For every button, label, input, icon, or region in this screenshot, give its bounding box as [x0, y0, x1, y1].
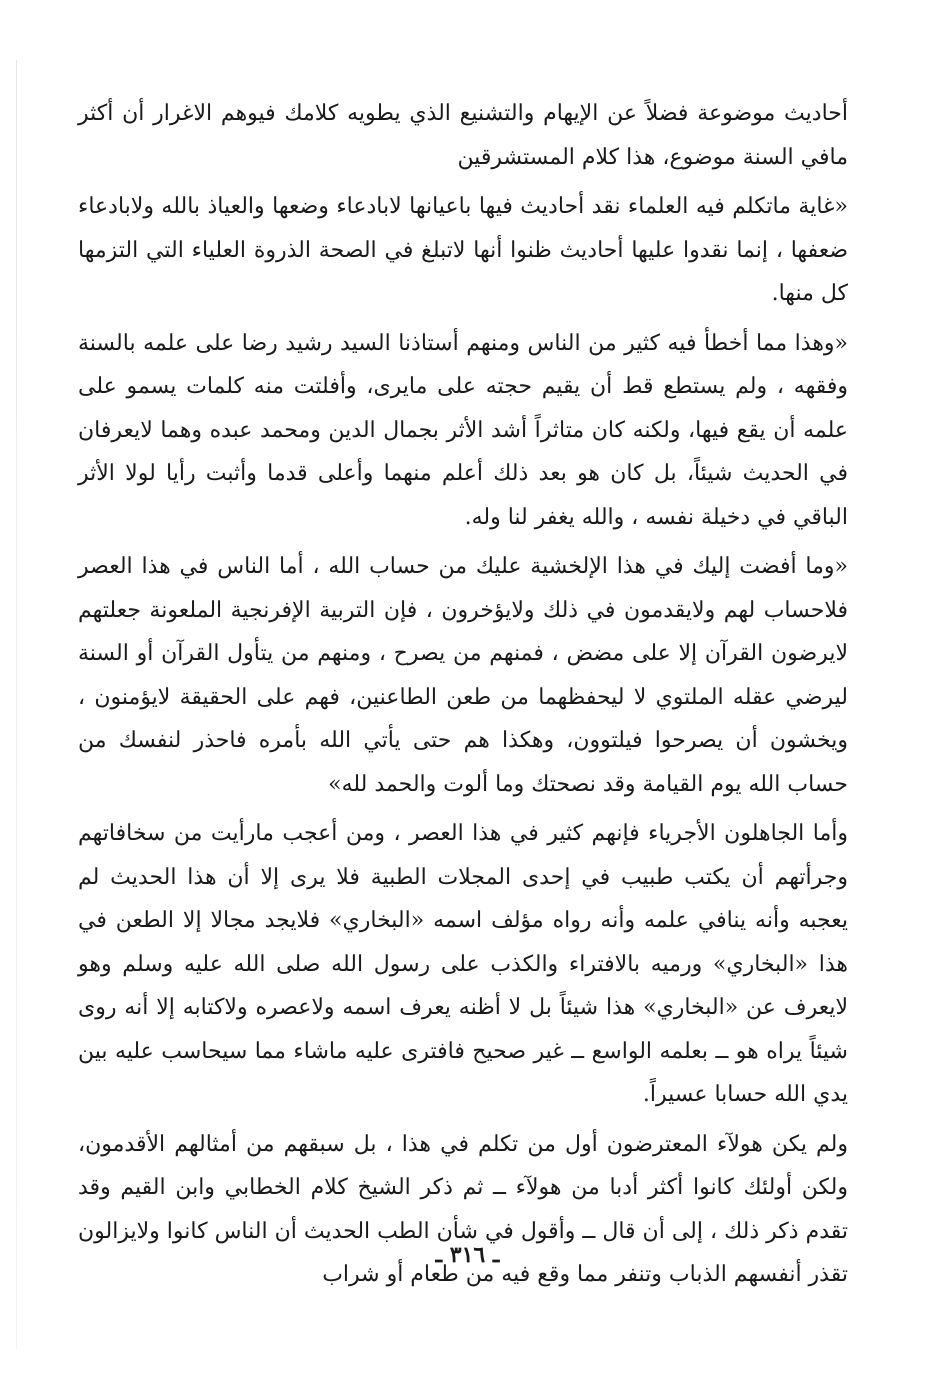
paragraph-1: أحاديث موضوعة فضلاً عن الإيهام والتشنيع الذي يطويه كلامك فيوهم الاغرار أن أكثر مافي السنة موضوع، هذا كلام المستشرقين — [78, 101, 848, 170]
paragraph-6: ولم يكن هولآء المعترضون أول من تكلم في هذا ، بل سبقهم من أمثالهم الأقدمون، ولكن أولئك كانوا أكثر أدبا من هولآء ــ ثم ذكر الشيخ كلام الخطابي وابن القيم وقد تقدم ذكر ذلك ، إلى أن قال ــ وأقول في شأن الطب الحديث أن الناس كانوا ولايزالون تقذر أنفسهم الذباب وتنفر مما وقع فيه من طعام أو شراب — [78, 1131, 848, 1287]
scan-edge-shadow — [16, 60, 17, 1350]
body-text — [78, 92, 848, 1297]
page-number: ـ ٣١٦ ـ — [435, 1242, 500, 1268]
paragraph-3: «وهذا مما أخطأ فيه كثير من الناس ومنهم أستاذنا السيد رشيد رضا على علمه بالسنة وفقهه ، ولم يستطع قط أن يقيم حجته على مايرى، وأفلتت منه كلمات يسمو على علمه أن يقع فيها، ولكنه كان متاثراً أشد الأثر بجمال الدين ومحمد عبده وهما لايعرفان في الحديث شيئاً، بل كان هو بعد ذلك أعلم منهما وأعلى قدما وأثبت رأيا لولا الأثر الباقي في دخيلة نفسه ، والله يغفر لنا وله. — [78, 330, 848, 530]
paragraph-5: وأما الجاهلون الأجرياء فإنهم كثير في هذا العصر ، ومن أعجب مارأيت من سخافاتهم وجرأتهم أن يكتب طبيب في إحدى المجلات الطبية فلا يرى إلا أن هذا الحديث لم يعجبه وأنه ينافي علمه وأنه رواه مؤلف اسمه «البخاري» فلايجد مجالا إلا الطعن في هذا «البخاري» ورميه بالافتراء والكذب على رسول الله صلى الله عليه وسلم وهو لايعرف عن «البخاري» هذا شيئاً بل لا أظنه يعرف اسمه ولاعصره ولاكتابه إلا أنه روى شيئاً يراه هو ــ بعلمه الواسع ــ غير صحيح فافترى عليه ماشاء مما سيحاسب عليه بين يدي الله حسابا عسيراً. — [78, 821, 848, 1107]
paragraph-2: «غاية ماتكلم فيه العلماء نقد أحاديث فيها باعيانها لابادعاء وضعها والعياذ بالله ولابادعاء ضعفها ، إنما نقدوا عليها أحاديث ظنوا أنها لاتبلغ في الصحة الذروة العلياء التي التزمها كل منها. — [78, 194, 848, 306]
paragraph-4: «وما أفضت إليك في هذا الإلخشية عليك من حساب الله ، أما الناس في هذا العصر فلاحساب لهم ولايقدمون في ذلك ولايؤخرون ، فإن التربية الإفرنجية الملعونة جعلتهم لايرضون القرآن إلا على مضض ، فمنهم من يصرح ، ومنهم من يتأول القرآن أو السنة ليرضي عقله الملتوي لا ليحفظهما من طعن الطاعنين، فهم على الحقيقة لايؤمنون ، ويخشون أن يصرحوا فيلتوون، وهكذا هم حتى يأتي الله بأمره فاحذر لنفسك من حساب الله يوم القيامة وقد نصحتك وما ألوت والحمد لله» — [78, 554, 848, 797]
